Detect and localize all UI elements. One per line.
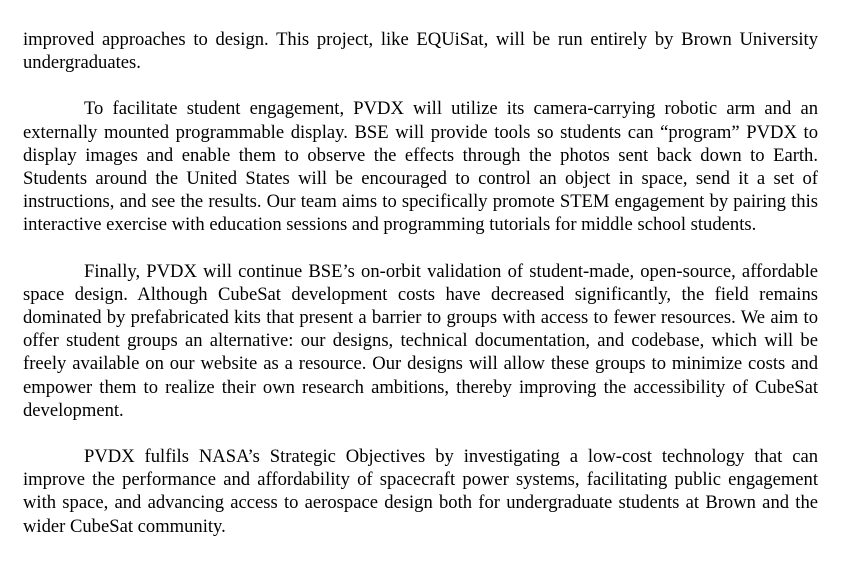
paragraph-student-engagement: To facilitate student engagement, PVDX will utilize its camera-carrying robotic arm and an externally mounted programmable display. BSE will provide tools so students can “program” PVDX to display images and enable them to observe the effects through the photos sent back down to Earth. Students around the United States will be encouraged to control an object in space, send it a set of instructions, and see the results. Our team aims to specifically promote STEM engagement by pairing this interactive exercise with education sessions and programming tutorials for middle school students.	[23, 98, 818, 236]
paragraph-open-source-design: Finally, PVDX will continue BSE’s on-orbit validation of student-made, open-source, affordable space design. Although CubeSat development costs have decreased significantly, the field remains dominated by prefabricated kits that present a barrier to groups with access to fewer resources. We aim to offer student groups an alternative: our designs, technical documentation, and codebase, which will be freely available on our website as a resource. Our designs will allow these groups to minimize costs and empower them to realize their own research ambitions, thereby improving the accessibility of CubeSat development.	[23, 260, 818, 421]
paragraph-strategic-objectives: PVDX fulfils NASA’s Strategic Objectives by investigating a low-cost technology that can improve the performance and affordability of spacecraft power systems, facilitating public engagement with space, and advancing access to aerospace design both for undergraduate students at Brown and the wider CubeSat community.	[23, 446, 818, 537]
paragraph-continuation: improved approaches to design. This project, like EQUiSat, will be run entirely by Brown University undergraduates.	[23, 29, 818, 74]
document-page	[23, 28, 818, 538]
